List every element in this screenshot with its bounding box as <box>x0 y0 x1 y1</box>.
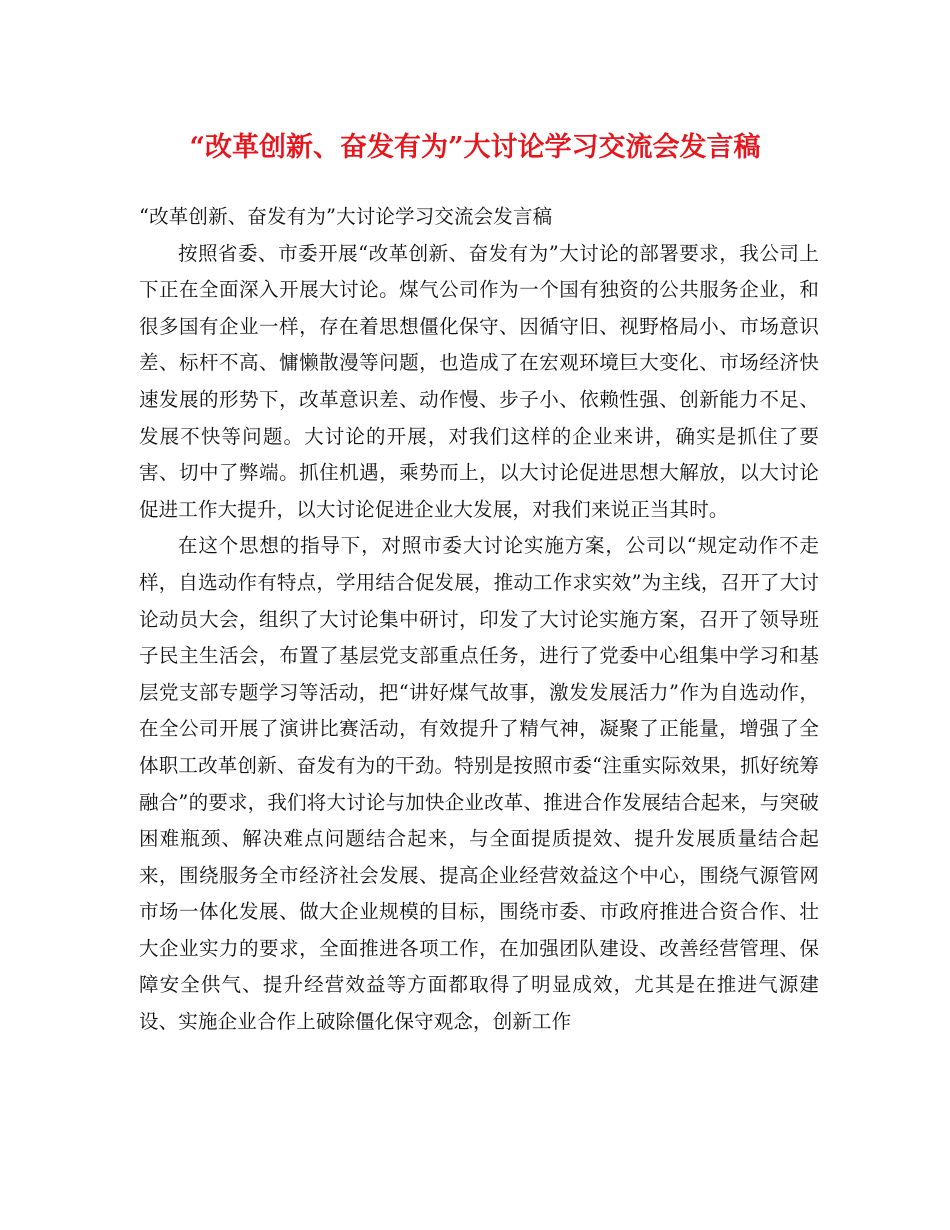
document-subtitle: “改革创新、奋发有为”大讨论学习交流会发言稿 <box>139 205 553 228</box>
paragraph-1: 按照省委、市委开展“改革创新、奋发有为”大讨论的部署要求，我公司上下正在全面深入开展大讨论。煤气公司作为一个国有独资的公共服务企业，和很多国有企业一样，存在着思想僵化保守、因循守旧、视野格局小、市场意识差、标杆不高、慵懒散漫等问题，也造成了在宏观环境巨大变化、市场经济快速发展的形势下，改革意识差、动作慢、步子小、依赖性强、创新能力不足、发展不快等问题。大讨论的开展，对我们这样的企业来讲，确实是抓住了要害、切中了弊端。抓住机遇，乘势而上，以大讨论促进思想大解放，以大讨论促进工作大提升，以大讨论促进企业大发展，对我们来说正当其时。 <box>139 241 819 521</box>
paragraph-2: 在这个思想的指导下，对照市委大讨论实施方案，公司以“规定动作不走样，自选动作有特点，学用结合促发展，推动工作求实效”为主线，召开了大讨论动员大会，组织了大讨论集中研讨，印发了大讨论实施方案，召开了领导班子民主生活会，布置了基层党支部重点任务，进行了党委中心组集中学习和基层党支部专题学习等活动，把“讲好煤气故事，激发发展活力”作为自选动作，在全公司开展了演讲比赛活动，有效提升了精气神，凝聚了正能量，增强了全体职工改革创新、奋发有为的干劲。特别是按照市委“注重实际效果，抓好统筹融合”的要求，我们将大讨论与加快企业改革、推进合作发展结合起来，与突破困难瓶颈、解决难点问题结合起来，与全面提质提效、提升发展质量结合起来，围绕服务全市经济社会发展、提高企业经营效益这个中心，围绕气源管网市场一体化发展、做大企业规模的目标，围绕市委、市政府推进合资合作、壮大企业实力的要求，全面推进各项工作，在加强团队建设、改善经营管理、保障安全供气、提升经营效益等方面都取得了明显成效，尤其是在推进气源建设、实施企业合作上破除僵化保守观念，创新工作 <box>139 534 819 1034</box>
document-title: “改革创新、奋发有为”大讨论学习交流会发言稿 <box>189 132 761 163</box>
document-body <box>139 199 819 1041</box>
